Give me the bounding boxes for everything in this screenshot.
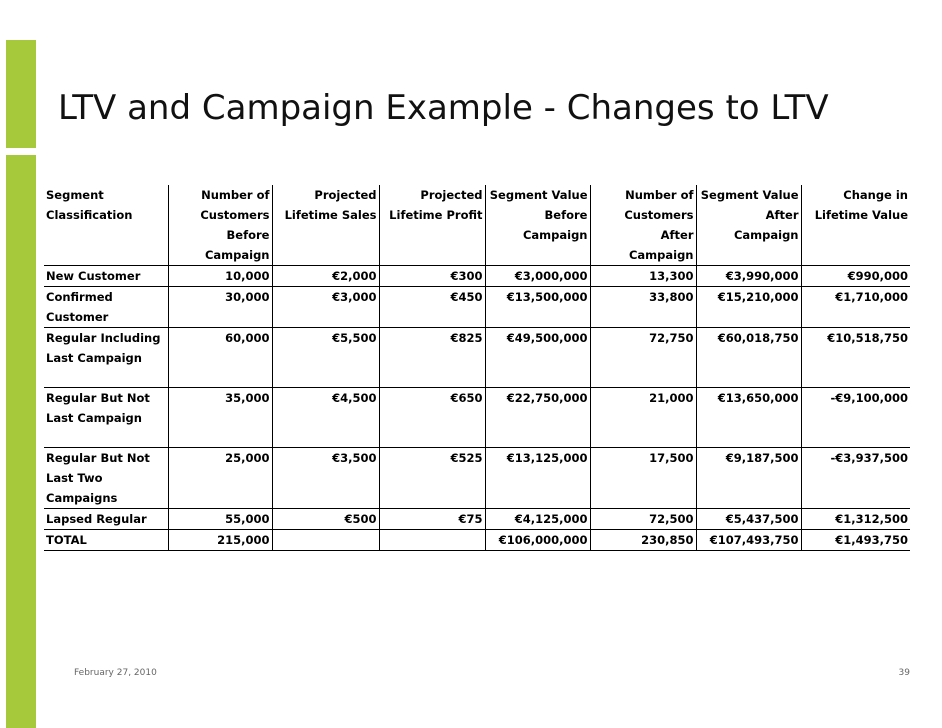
table-cell: €5,437,500	[696, 509, 801, 530]
table-row	[44, 448, 910, 509]
table-cell: €825	[379, 328, 485, 388]
table-cell: €107,493,750	[696, 530, 801, 551]
table-cell: Regular Including Last Campaign	[44, 328, 168, 388]
header-cell: Projected Lifetime Sales	[272, 185, 379, 266]
table-row	[44, 388, 910, 448]
header-cell: Segment Value Before Campaign	[485, 185, 590, 266]
table-row	[44, 509, 910, 530]
table-cell: €22,750,000	[485, 388, 590, 448]
table-cell: 35,000	[168, 388, 272, 448]
table-cell: €300	[379, 266, 485, 287]
table-row	[44, 287, 910, 328]
table-cell: €1,493,750	[801, 530, 910, 551]
header-cell: Number of Customers After Campaign	[590, 185, 696, 266]
table-cell: €13,500,000	[485, 287, 590, 328]
table-cell: €3,000	[272, 287, 379, 328]
table-cell: €1,710,000	[801, 287, 910, 328]
table-cell: 17,500	[590, 448, 696, 509]
table-cell: €525	[379, 448, 485, 509]
header-cell: Projected Lifetime Profit	[379, 185, 485, 266]
table-cell: New Customer	[44, 266, 168, 287]
header-row	[44, 185, 910, 266]
table-cell: €3,000,000	[485, 266, 590, 287]
page-number: 39	[898, 668, 910, 678]
table-cell: €13,125,000	[485, 448, 590, 509]
footer-date: February 27, 2010	[74, 668, 157, 678]
table-cell: 60,000	[168, 328, 272, 388]
table-cell: €10,518,750	[801, 328, 910, 388]
table-cell: 230,850	[590, 530, 696, 551]
table-row	[44, 328, 910, 388]
table-cell: €15,210,000	[696, 287, 801, 328]
table-cell: 72,500	[590, 509, 696, 530]
table-cell: €4,125,000	[485, 509, 590, 530]
table-cell: €450	[379, 287, 485, 328]
header-cell: Segment Classification	[44, 185, 168, 266]
table-cell: €650	[379, 388, 485, 448]
ltv-table	[44, 185, 910, 551]
table-cell: 21,000	[590, 388, 696, 448]
table-cell: €5,500	[272, 328, 379, 388]
table-cell: €106,000,000	[485, 530, 590, 551]
table-cell: €3,990,000	[696, 266, 801, 287]
table-cell: €60,018,750	[696, 328, 801, 388]
table-cell: €500	[272, 509, 379, 530]
table-cell: €4,500	[272, 388, 379, 448]
total-row	[44, 530, 910, 551]
table-cell: -€9,100,000	[801, 388, 910, 448]
table-cell: Regular But Not Last Campaign	[44, 388, 168, 448]
table-cell: 30,000	[168, 287, 272, 328]
table-cell: €990,000	[801, 266, 910, 287]
table-cell: TOTAL	[44, 530, 168, 551]
table-cell: Confirmed Customer	[44, 287, 168, 328]
table-cell: Lapsed Regular	[44, 509, 168, 530]
table-cell: €49,500,000	[485, 328, 590, 388]
table-cell: €75	[379, 509, 485, 530]
table-cell: 215,000	[168, 530, 272, 551]
header-cell: Change in Lifetime Value	[801, 185, 910, 266]
table-cell: €1,312,500	[801, 509, 910, 530]
table-cell: €3,500	[272, 448, 379, 509]
table-cell: €2,000	[272, 266, 379, 287]
table-cell: 33,800	[590, 287, 696, 328]
table-cell: 13,300	[590, 266, 696, 287]
table-cell: €13,650,000	[696, 388, 801, 448]
table-cell: Regular But Not Last Two Campaigns	[44, 448, 168, 509]
slide-title: LTV and Campaign Example - Changes to LTV	[58, 88, 829, 128]
table-cell: €9,187,500	[696, 448, 801, 509]
table-cell	[379, 530, 485, 551]
table-row	[44, 266, 910, 287]
table-cell: 72,750	[590, 328, 696, 388]
table-cell: 55,000	[168, 509, 272, 530]
accent-bar-top	[6, 40, 36, 148]
table-cell	[272, 530, 379, 551]
header-cell: Segment Value After Campaign	[696, 185, 801, 266]
header-cell: Number of Customers Before Campaign	[168, 185, 272, 266]
table-cell: -€3,937,500	[801, 448, 910, 509]
table-cell: 25,000	[168, 448, 272, 509]
accent-bar-bottom	[6, 155, 36, 728]
table-cell: 10,000	[168, 266, 272, 287]
